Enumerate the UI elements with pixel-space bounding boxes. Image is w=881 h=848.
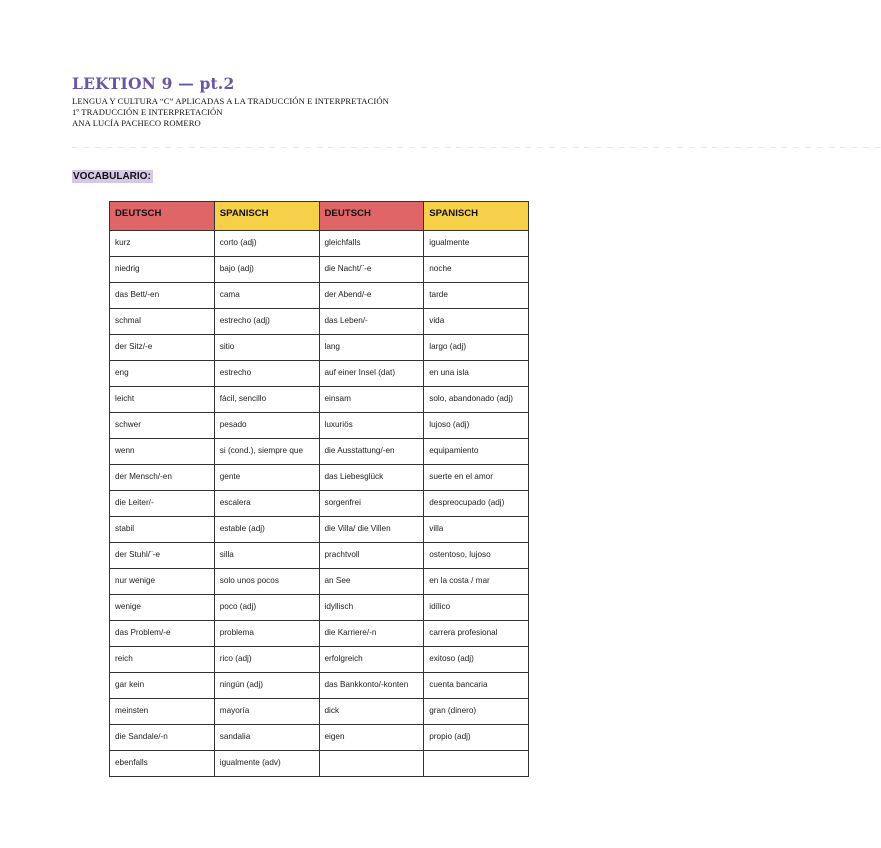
cell-deutsch-word: dick <box>319 699 424 725</box>
cell-spanisch-translation: igualmente <box>424 231 529 257</box>
cell-deutsch-word: das Problem/-e <box>110 621 215 647</box>
cell-spanisch-translation: tarde <box>424 283 529 309</box>
author-name: ANA LUCÍA PACHECO ROMERO <box>72 118 201 128</box>
table-row <box>110 491 529 517</box>
cell-deutsch-word: wenn <box>110 439 215 465</box>
table-row <box>110 335 529 361</box>
section-heading: VOCABULARIO: <box>73 171 151 182</box>
cell-spanisch-translation: mayoría <box>214 699 319 725</box>
cell-spanisch-translation: despreocupado (adj) <box>424 491 529 517</box>
course-year: 1º TRADUCCIÓN E INTERPRETACIÓN <box>72 107 223 117</box>
cell-deutsch-word: nur wenige <box>110 569 215 595</box>
table-row <box>110 751 529 777</box>
cell-spanisch-translation: largo (adj) <box>424 335 529 361</box>
cell-deutsch-word: stabil <box>110 517 215 543</box>
cell-spanisch-translation: escalera <box>214 491 319 517</box>
cell-spanisch-translation: poco (adj) <box>214 595 319 621</box>
cell-spanisch-translation: noche <box>424 257 529 283</box>
cell-spanisch-translation: corto (adj) <box>214 231 319 257</box>
cell-deutsch-word: eng <box>110 361 215 387</box>
cell-deutsch-word: das Liebesglück <box>319 465 424 491</box>
cell-deutsch-word: lang <box>319 335 424 361</box>
cell-spanisch-translation: solo unos pocos <box>214 569 319 595</box>
table-row <box>110 283 529 309</box>
cell-deutsch-word: schwer <box>110 413 215 439</box>
table-row <box>110 257 529 283</box>
cell-spanisch-translation: en una isla <box>424 361 529 387</box>
cell-deutsch-word: kurz <box>110 231 215 257</box>
column-header-spanisch: SPANISCH <box>214 202 319 231</box>
table-row <box>110 439 529 465</box>
cell-spanisch-translation: estrecho (adj) <box>214 309 319 335</box>
cell-deutsch-word: das Bett/-en <box>110 283 215 309</box>
cell-deutsch-word: idyllisch <box>319 595 424 621</box>
table-row <box>110 387 529 413</box>
cell-spanisch-translation: rico (adj) <box>214 647 319 673</box>
cell-spanisch-translation: gran (dinero) <box>424 699 529 725</box>
table-row <box>110 673 529 699</box>
cell-deutsch-word: wenige <box>110 595 215 621</box>
cell-deutsch-word: die Karriere/-n <box>319 621 424 647</box>
cell-deutsch-word: eigen <box>319 725 424 751</box>
cell-spanisch-translation: sandalia <box>214 725 319 751</box>
table-row <box>110 595 529 621</box>
table-header-row <box>110 202 529 231</box>
cell-spanisch-translation: lujoso (adj) <box>424 413 529 439</box>
cell-spanisch-translation: idílico <box>424 595 529 621</box>
course-name: LENGUA Y CULTURA “C” APLICADAS A LA TRADUCCIÓN E INTERPRETACIÓN <box>72 96 389 106</box>
cell-deutsch-word: die Leiter/- <box>110 491 215 517</box>
cell-deutsch-word: der Sitz/-e <box>110 335 215 361</box>
cell-spanisch-translation: solo, abandonado (adj) <box>424 387 529 413</box>
table-row <box>110 361 529 387</box>
cell-spanisch-translation: cama <box>214 283 319 309</box>
table-row <box>110 309 529 335</box>
cell-spanisch-translation: estable (adj) <box>214 517 319 543</box>
cell-deutsch-word: meinsten <box>110 699 215 725</box>
cell-deutsch-word: sorgenfrei <box>319 491 424 517</box>
column-header-deutsch: DEUTSCH <box>319 202 424 231</box>
table-row <box>110 465 529 491</box>
table-row <box>110 621 529 647</box>
dashed-divider: _ _ _ _ _ _ _ _ _ _ _ _ _ _ _ _ _ _ _ _ _ _ _ _ _ _ _ _ _ _ _ _ _ _ _ _ _ _ _ _ _ _ _ _ _ _ _ _ _ _ _ _ _ _ _ _ _ _ _ _ _ _ _ _ _ _ _ _ _ _ <box>72 139 881 149</box>
cell-spanisch-translation: bajo (adj) <box>214 257 319 283</box>
cell-deutsch-word: an See <box>319 569 424 595</box>
cell-spanisch-translation: propio (adj) <box>424 725 529 751</box>
document-title: LEKTION 9 — pt.2 <box>72 74 235 93</box>
cell-spanisch-translation: si (cond.), siempre que <box>214 439 319 465</box>
vocabulary-table <box>109 201 529 777</box>
cell-deutsch-word: ebenfalls <box>110 751 215 777</box>
cell-deutsch-word <box>319 751 424 777</box>
cell-deutsch-word: das Bankkonto/-konten <box>319 673 424 699</box>
cell-spanisch-translation: ostentoso, lujoso <box>424 543 529 569</box>
cell-deutsch-word: niedrig <box>110 257 215 283</box>
table-row <box>110 699 529 725</box>
cell-spanisch-translation: estrecho <box>214 361 319 387</box>
table-row <box>110 543 529 569</box>
cell-spanisch-translation: villa <box>424 517 529 543</box>
cell-deutsch-word: schmal <box>110 309 215 335</box>
cell-spanisch-translation: problema <box>214 621 319 647</box>
table-row <box>110 725 529 751</box>
cell-spanisch-translation: cuenta bancaria <box>424 673 529 699</box>
cell-deutsch-word: gar kein <box>110 673 215 699</box>
cell-spanisch-translation: gente <box>214 465 319 491</box>
cell-deutsch-word: erfolgreich <box>319 647 424 673</box>
table-row <box>110 231 529 257</box>
cell-spanisch-translation: pesado <box>214 413 319 439</box>
cell-spanisch-translation: igualmente (adv) <box>214 751 319 777</box>
cell-spanisch-translation: exitoso (adj) <box>424 647 529 673</box>
cell-deutsch-word: der Mensch/-en <box>110 465 215 491</box>
cell-spanisch-translation <box>424 751 529 777</box>
cell-spanisch-translation: equipamiento <box>424 439 529 465</box>
cell-deutsch-word: auf einer Insel (dat) <box>319 361 424 387</box>
cell-spanisch-translation: carrera profesional <box>424 621 529 647</box>
table-row <box>110 413 529 439</box>
cell-deutsch-word: die Sandale/-n <box>110 725 215 751</box>
table-row <box>110 647 529 673</box>
cell-deutsch-word: der Stuhl/¨-e <box>110 543 215 569</box>
cell-deutsch-word: luxuriös <box>319 413 424 439</box>
cell-deutsch-word: reich <box>110 647 215 673</box>
vocabulary-table-body <box>110 231 529 777</box>
cell-deutsch-word: leicht <box>110 387 215 413</box>
cell-spanisch-translation: silla <box>214 543 319 569</box>
cell-spanisch-translation: sitio <box>214 335 319 361</box>
cell-deutsch-word: der Abend/-e <box>319 283 424 309</box>
cell-deutsch-word: gleichfalls <box>319 231 424 257</box>
cell-deutsch-word: das Leben/- <box>319 309 424 335</box>
cell-deutsch-word: prachtvoll <box>319 543 424 569</box>
column-header-deutsch: DEUTSCH <box>110 202 215 231</box>
cell-deutsch-word: die Nacht/¨-e <box>319 257 424 283</box>
cell-deutsch-word: die Ausstattung/-en <box>319 439 424 465</box>
cell-deutsch-word: die Villa/ die Villen <box>319 517 424 543</box>
table-row <box>110 569 529 595</box>
cell-spanisch-translation: fácil, sencillo <box>214 387 319 413</box>
column-header-spanisch: SPANISCH <box>424 202 529 231</box>
cell-spanisch-translation: suerte en el amor <box>424 465 529 491</box>
cell-spanisch-translation: ningún (adj) <box>214 673 319 699</box>
table-row <box>110 517 529 543</box>
cell-deutsch-word: einsam <box>319 387 424 413</box>
cell-spanisch-translation: vida <box>424 309 529 335</box>
cell-spanisch-translation: en la costa / mar <box>424 569 529 595</box>
